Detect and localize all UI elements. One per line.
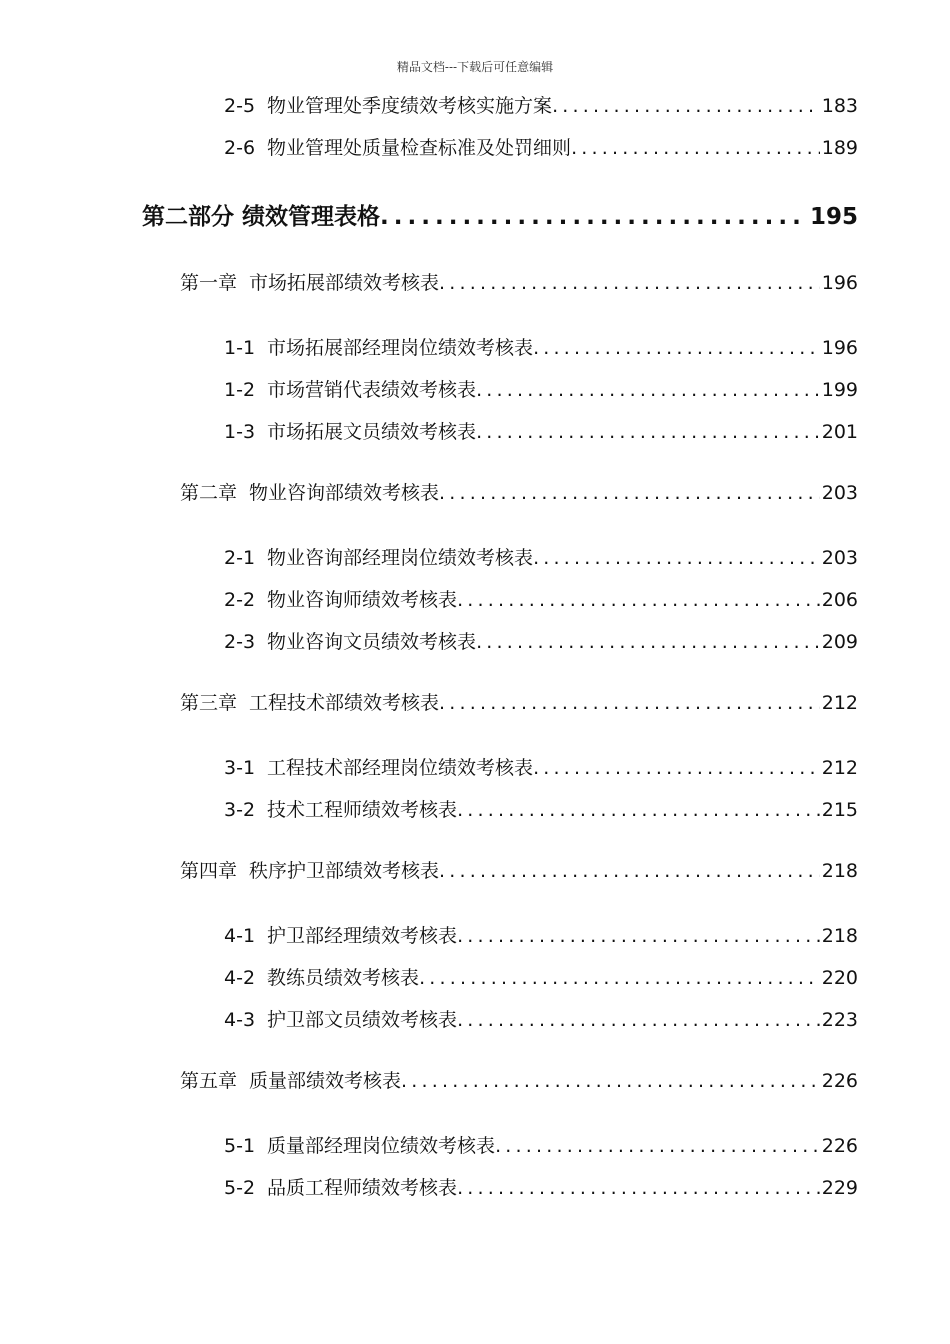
toc-entry-page-number: 203 xyxy=(821,547,858,569)
toc-entry-section[interactable] xyxy=(224,333,858,360)
dot-leader xyxy=(439,272,820,294)
toc-entry-page-number: 199 xyxy=(821,379,858,401)
dot-leader xyxy=(439,692,820,714)
toc-entry-number: 3-2 xyxy=(224,799,256,821)
toc-entry-page-number: 195 xyxy=(809,204,858,230)
toc-entry-page-number: 218 xyxy=(821,925,858,947)
toc-entry-title: 物业咨询部经理岗位绩效考核表 xyxy=(267,547,534,569)
toc-entry-number: 1-2 xyxy=(224,379,256,401)
toc-entry-title: 市场营销代表绩效考核表 xyxy=(267,379,477,401)
toc-entry-page-number: 220 xyxy=(821,967,858,989)
toc-entry-section[interactable] xyxy=(224,417,858,444)
toc-entry-title: 技术工程师绩效考核表 xyxy=(267,799,458,821)
dot-leader xyxy=(495,1135,820,1157)
dot-leader xyxy=(457,925,820,947)
toc-entry-number: 第三章 xyxy=(180,692,238,714)
toc-entry-section[interactable] xyxy=(224,133,858,160)
toc-entry-title: 质量部绩效考核表 xyxy=(249,1070,402,1092)
dot-leader xyxy=(476,631,820,653)
toc-entry-page-number: 215 xyxy=(821,799,858,821)
toc-entry-number: 2-3 xyxy=(224,631,256,653)
dot-leader xyxy=(476,379,820,401)
toc-entry-page-number: 196 xyxy=(821,272,858,294)
dot-leader xyxy=(533,337,820,359)
toc-entry-section[interactable] xyxy=(224,1131,858,1158)
toc-entry-section[interactable] xyxy=(224,375,858,402)
toc-entry-page-number: 226 xyxy=(821,1135,858,1157)
toc-entry-title: 护卫部经理绩效考核表 xyxy=(267,925,458,947)
toc-entry-title: 质量部经理岗位绩效考核表 xyxy=(267,1135,496,1157)
dot-leader xyxy=(476,421,820,443)
toc-entry-title: 市场拓展文员绩效考核表 xyxy=(267,421,477,443)
toc-entry-title: 品质工程师绩效考核表 xyxy=(267,1177,458,1199)
toc-entry-page-number: 212 xyxy=(821,757,858,779)
dot-leader xyxy=(457,799,820,821)
toc-entry-number: 第四章 xyxy=(180,860,238,882)
toc-entry-number: 2-1 xyxy=(224,547,256,569)
toc-entry-title: 工程技术部绩效考核表 xyxy=(249,692,440,714)
toc-entry-page-number: 206 xyxy=(821,589,858,611)
toc-entry-chapter[interactable] xyxy=(180,478,858,505)
toc-entry-title: 护卫部文员绩效考核表 xyxy=(267,1009,458,1031)
toc-entry-section[interactable] xyxy=(224,1173,858,1200)
toc-entry-page-number: 189 xyxy=(821,137,858,159)
toc-entry-title: 市场拓展部经理岗位绩效考核表 xyxy=(267,337,534,359)
toc-entry-number: 2-6 xyxy=(224,137,256,159)
toc-entry-number: 2-5 xyxy=(224,95,256,117)
toc-entry-number: 4-1 xyxy=(224,925,256,947)
toc-entry-number: 5-1 xyxy=(224,1135,256,1157)
dot-leader xyxy=(552,95,820,117)
toc-entry-page-number: 196 xyxy=(821,337,858,359)
toc-entry-number: 4-2 xyxy=(224,967,256,989)
dot-leader xyxy=(533,547,820,569)
toc-entry-page-number: 223 xyxy=(821,1009,858,1031)
toc-entry-page-number: 203 xyxy=(821,482,858,504)
toc-entry-title: 秩序护卫部绩效考核表 xyxy=(249,860,440,882)
toc-entry-title: 物业管理处质量检查标准及处罚细则 xyxy=(267,137,572,159)
toc-entry-section[interactable] xyxy=(224,1005,858,1032)
toc-entry-section[interactable] xyxy=(224,963,858,990)
toc-entry-page-number: 201 xyxy=(821,421,858,443)
toc-entry-title: 物业咨询部绩效考核表 xyxy=(249,482,440,504)
toc-entry-chapter[interactable] xyxy=(180,268,858,295)
toc-entry-section[interactable] xyxy=(224,627,858,654)
toc-entry-chapter[interactable] xyxy=(180,856,858,883)
toc-entry-number: 1-3 xyxy=(224,421,256,443)
toc-entry-title: 物业咨询文员绩效考核表 xyxy=(267,631,477,653)
toc-entry-title: 物业管理处季度绩效考核实施方案 xyxy=(267,95,553,117)
toc-entry-number: 5-2 xyxy=(224,1177,256,1199)
toc-entry-section[interactable] xyxy=(224,585,858,612)
toc-entry-page-number: 183 xyxy=(821,95,858,117)
toc-entry-page-number: 218 xyxy=(821,860,858,882)
toc-entry-page-number: 209 xyxy=(821,631,858,653)
toc-entry-number: 1-1 xyxy=(224,337,256,359)
dot-leader xyxy=(533,757,820,779)
toc-entry-number: 4-3 xyxy=(224,1009,256,1031)
toc-entry-page-number: 212 xyxy=(821,692,858,714)
toc-entry-title: 市场拓展部绩效考核表 xyxy=(249,272,440,294)
dot-leader xyxy=(457,1177,820,1199)
toc-entry-section[interactable] xyxy=(224,921,858,948)
toc-entry-section[interactable] xyxy=(224,795,858,822)
toc-entry-number: 第一章 xyxy=(180,272,238,294)
toc-entry-page-number: 229 xyxy=(821,1177,858,1199)
dot-leader xyxy=(457,589,820,611)
toc-entry-number: 第二章 xyxy=(180,482,238,504)
toc-entry-chapter[interactable] xyxy=(180,1066,858,1093)
toc-entry-title: 教练员绩效考核表 xyxy=(267,967,420,989)
toc-entry-title: 工程技术部经理岗位绩效考核表 xyxy=(267,757,534,779)
toc-entry-title: 物业咨询师绩效考核表 xyxy=(267,589,458,611)
toc-entry-number: 3-1 xyxy=(224,757,256,779)
toc-entry-part[interactable] xyxy=(142,198,858,231)
toc-entry-chapter[interactable] xyxy=(180,688,858,715)
toc-entry-section[interactable] xyxy=(224,753,858,780)
dot-leader xyxy=(401,1070,820,1092)
toc-entry-section[interactable] xyxy=(224,91,858,118)
dot-leader xyxy=(457,1009,820,1031)
toc-entry-number: 2-2 xyxy=(224,589,256,611)
toc-entry-title: 第二部分 绩效管理表格 xyxy=(142,204,381,230)
toc-entry-number: 第五章 xyxy=(180,1070,238,1092)
toc-entry-section[interactable] xyxy=(224,543,858,570)
dot-leader xyxy=(439,482,820,504)
page-header: 精品文档---下载后可任意编辑 xyxy=(396,60,554,74)
dot-leader xyxy=(380,204,808,230)
dot-leader xyxy=(571,137,820,159)
dot-leader xyxy=(419,967,820,989)
dot-leader xyxy=(439,860,820,882)
toc-entry-page-number: 226 xyxy=(821,1070,858,1092)
